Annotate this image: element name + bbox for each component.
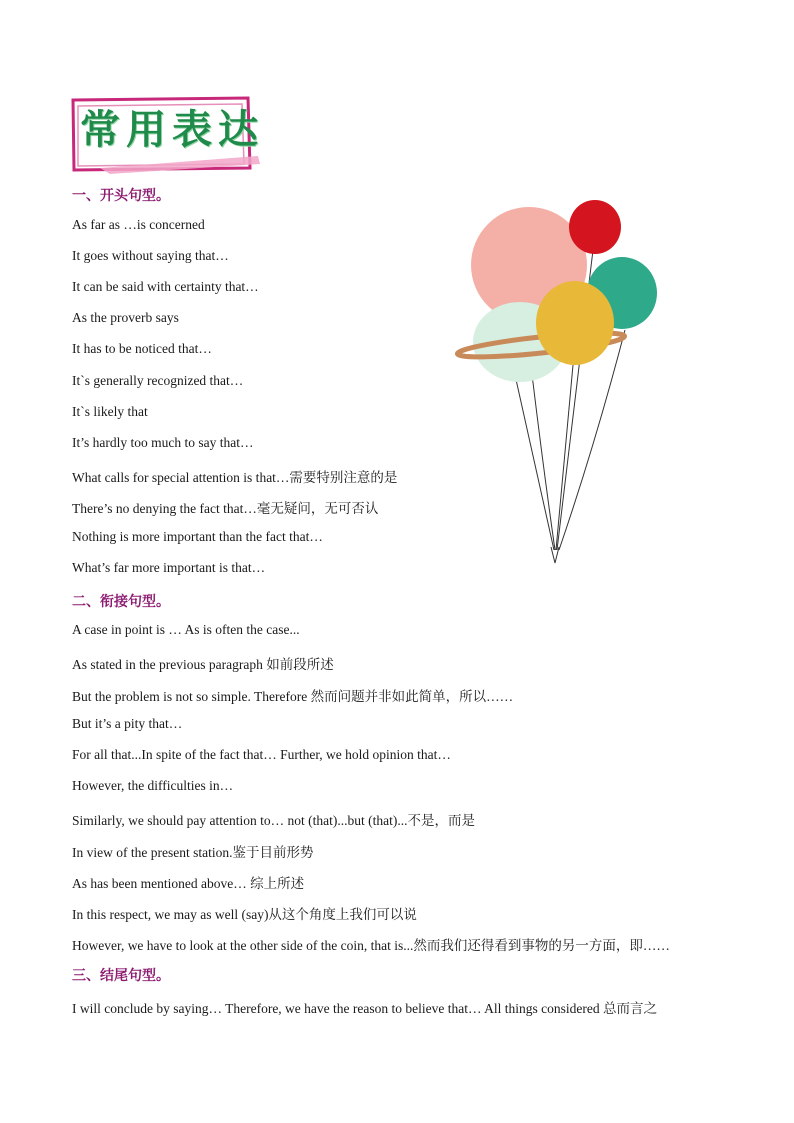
list-item: I will conclude by saying… Therefore, we have the reason to believe that… All things considered 总而言之	[72, 1001, 657, 1016]
list-item: It’s hardly too much to say that…	[72, 435, 254, 450]
list-item: But it’s a pity that…	[72, 716, 183, 731]
list-item: It has to be noticed that…	[72, 341, 212, 356]
section-heading-transition: 二、衔接句型。	[72, 594, 170, 610]
list-item: It`s likely that	[72, 404, 148, 419]
section-heading-closing: 三、结尾句型。	[72, 968, 170, 984]
list-item: In view of the present station.鉴于目前形势	[72, 845, 314, 860]
banner-title: 常用表达	[80, 107, 264, 153]
section-heading-opening: 一、开头句型。	[72, 188, 170, 204]
list-item: However, we have to look at the other side of the coin, that is...然而我们还得看到事物的另一方面，即……	[72, 938, 670, 953]
list-item: In this respect, we may as well (say)从这个角度上我们可以说	[72, 907, 417, 922]
list-item: What’s far more important is that…	[72, 560, 266, 575]
list-item: For all that...In spite of the fact that… Further, we hold opinion that…	[72, 747, 451, 762]
list-item: As has been mentioned above… 综上所述	[72, 876, 305, 891]
red-balloon	[569, 200, 621, 254]
balloons-illustration	[455, 195, 665, 595]
list-item: It goes without saying that…	[72, 248, 229, 263]
list-item: As the proverb says	[72, 310, 179, 325]
list-item: Nothing is more important than the fact that…	[72, 529, 323, 544]
list-item: It can be said with certainty that…	[72, 279, 259, 294]
list-item: There’s no denying the fact that…毫无疑问，无可否认	[72, 501, 379, 516]
yellow-balloon	[536, 281, 614, 365]
list-item: What calls for special attention is that…需要特别注意的是	[72, 470, 398, 485]
list-item: But the problem is not so simple. Therefore 然而问题并非如此简单，所以……	[72, 689, 514, 704]
list-item: However, the difficulties in…	[72, 778, 234, 793]
list-item: A case in point is … As is often the case...	[72, 622, 300, 637]
list-item: As stated in the previous paragraph 如前段所述	[72, 657, 334, 672]
list-item: It`s generally recognized that…	[72, 373, 244, 388]
list-item: Similarly, we should pay attention to… not (that)...but (that)...不是，而是	[72, 813, 475, 828]
list-item: As far as …is concerned	[72, 217, 205, 232]
